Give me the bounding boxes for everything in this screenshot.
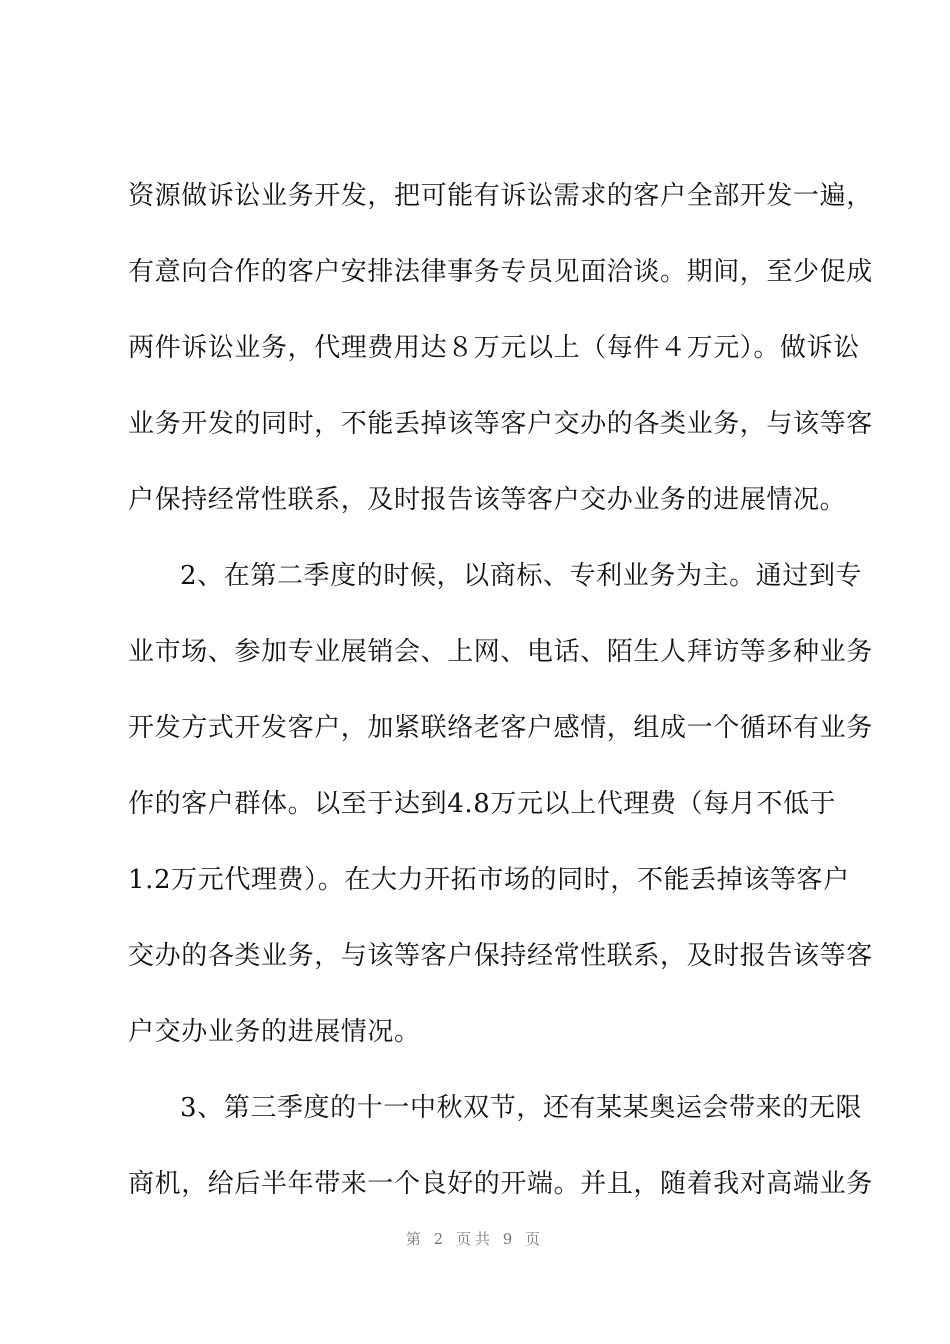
body-text-line: 1.2万元代理费）。在大力开拓市场的同时，不能丢掉该等客户 [128, 865, 850, 895]
body-text-line: 户保持经常性联系，及时报告该等客户交办业务的进展情况。 [128, 485, 847, 515]
body-text-line: 两件诉讼业务，代理费用达８万元以上（每件４万元）。做诉讼 [128, 333, 860, 363]
body-text-line: 作的客户群体。以至于达到4.8万元以上代理费（每月不低于 [128, 789, 837, 819]
body-text-line: 业务开发的同时，不能丢掉该等客户交办的各类业务，与该等客 [128, 409, 873, 439]
body-text-line: 业市场、参加专业展销会、上网、电话、陌生人拜访等多种业务 [128, 637, 873, 667]
body-text-line: 商机，给后半年带来一个良好的开端。并且，随着我对高端业务 [128, 1169, 873, 1199]
body-text-line: 开发方式开发客户，加紧联络老客户感情，组成一个循环有业务 [128, 713, 873, 743]
body-text-line: 有意向合作的客户安排法律事务专员见面洽谈。期间，至少促成 [128, 257, 873, 287]
page-number-footer: 第 2 页共 9 页 [405, 1230, 545, 1248]
body-text-line: 资源做诉讼业务开发，把可能有诉讼需求的客户全部开发一遍， [128, 181, 873, 211]
body-text-line: 户交办业务的进展情况。 [128, 1017, 421, 1047]
paragraph-start-line: 2、在第二季度的时候，以商标、专利业务为主。通过到专 [180, 561, 863, 591]
paragraph-start-line: 3、第三季度的十一中秋双节，还有某某奥运会带来的无限 [180, 1093, 863, 1123]
body-text-line: 交办的各类业务，与该等客户保持经常性联系，及时报告该等客 [128, 941, 873, 971]
